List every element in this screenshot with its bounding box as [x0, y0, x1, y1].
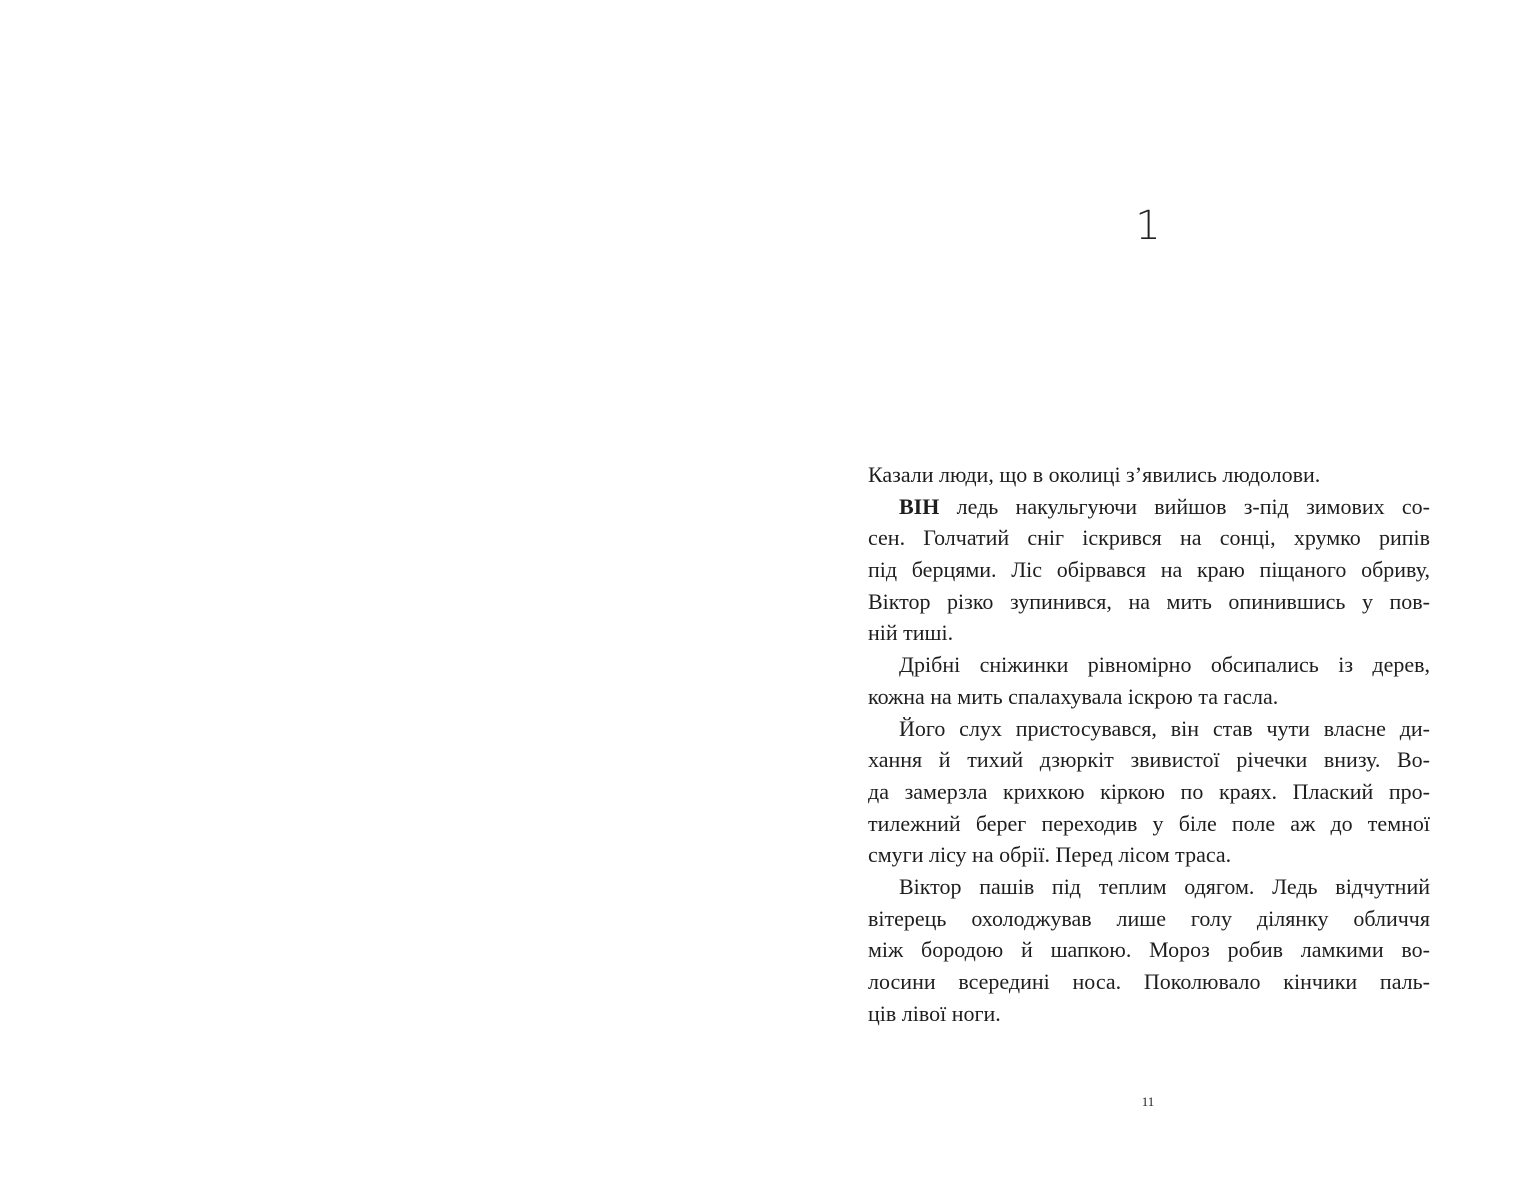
text-line: між бородою й шапкою. Мороз робив ламкими во- — [868, 937, 1430, 963]
page-number: 11 — [1141, 1094, 1155, 1109]
text-line: кожна на мить спалахувала іскрою та гасла. — [868, 683, 1279, 709]
text-line: смуги лісу на обрії. Перед лісом траса. — [868, 842, 1232, 868]
text-line: лосини всередині носа. Поколювало кінчики паль- — [868, 969, 1430, 994]
text-line: Віктор пашів під теплим одягом. Ледь відчутний — [899, 873, 1430, 899]
text-line: хання й тихий дзюркіт звивистої річечки внизу. Во- — [868, 747, 1430, 773]
text-line: Казали люди, що в околиці з’явились людолови. — [868, 462, 1321, 487]
chapter-number: 1 — [1135, 203, 1161, 249]
text-line: Його слух пристосувався, він став чути власне ди- — [899, 715, 1430, 741]
bold-lead-word: ВІН — [899, 493, 940, 519]
text-line: ній тиші. — [868, 620, 954, 646]
text-line: вітерець охолоджував лише голу ділянку обличчя — [868, 905, 1430, 931]
text-line: тилежний берег переходив у біле поле аж до темної — [868, 810, 1430, 836]
chapter-body-text — [868, 459, 1430, 1029]
text-line: сен. Голчатий сніг іскрився на сонці, хрумко рипів — [868, 525, 1430, 551]
text-line: Віктор різко зупинився, на мить опинившись у пов- — [868, 588, 1430, 614]
text-line — [868, 491, 1430, 523]
text-line: да замерзла крихкою кіркою по краях. Плаский про- — [868, 778, 1430, 804]
text-line: ців лівої ноги. — [868, 1000, 1001, 1026]
text-fragment: ледь накульгуючи вийшов з-під зимових со- — [939, 493, 1430, 519]
text-line: Дрібні сніжинки рівномірно обсипались із дерев, — [899, 652, 1430, 678]
text-line: під берцями. Ліс обірвався на краю піщаного обриву, — [868, 557, 1430, 583]
